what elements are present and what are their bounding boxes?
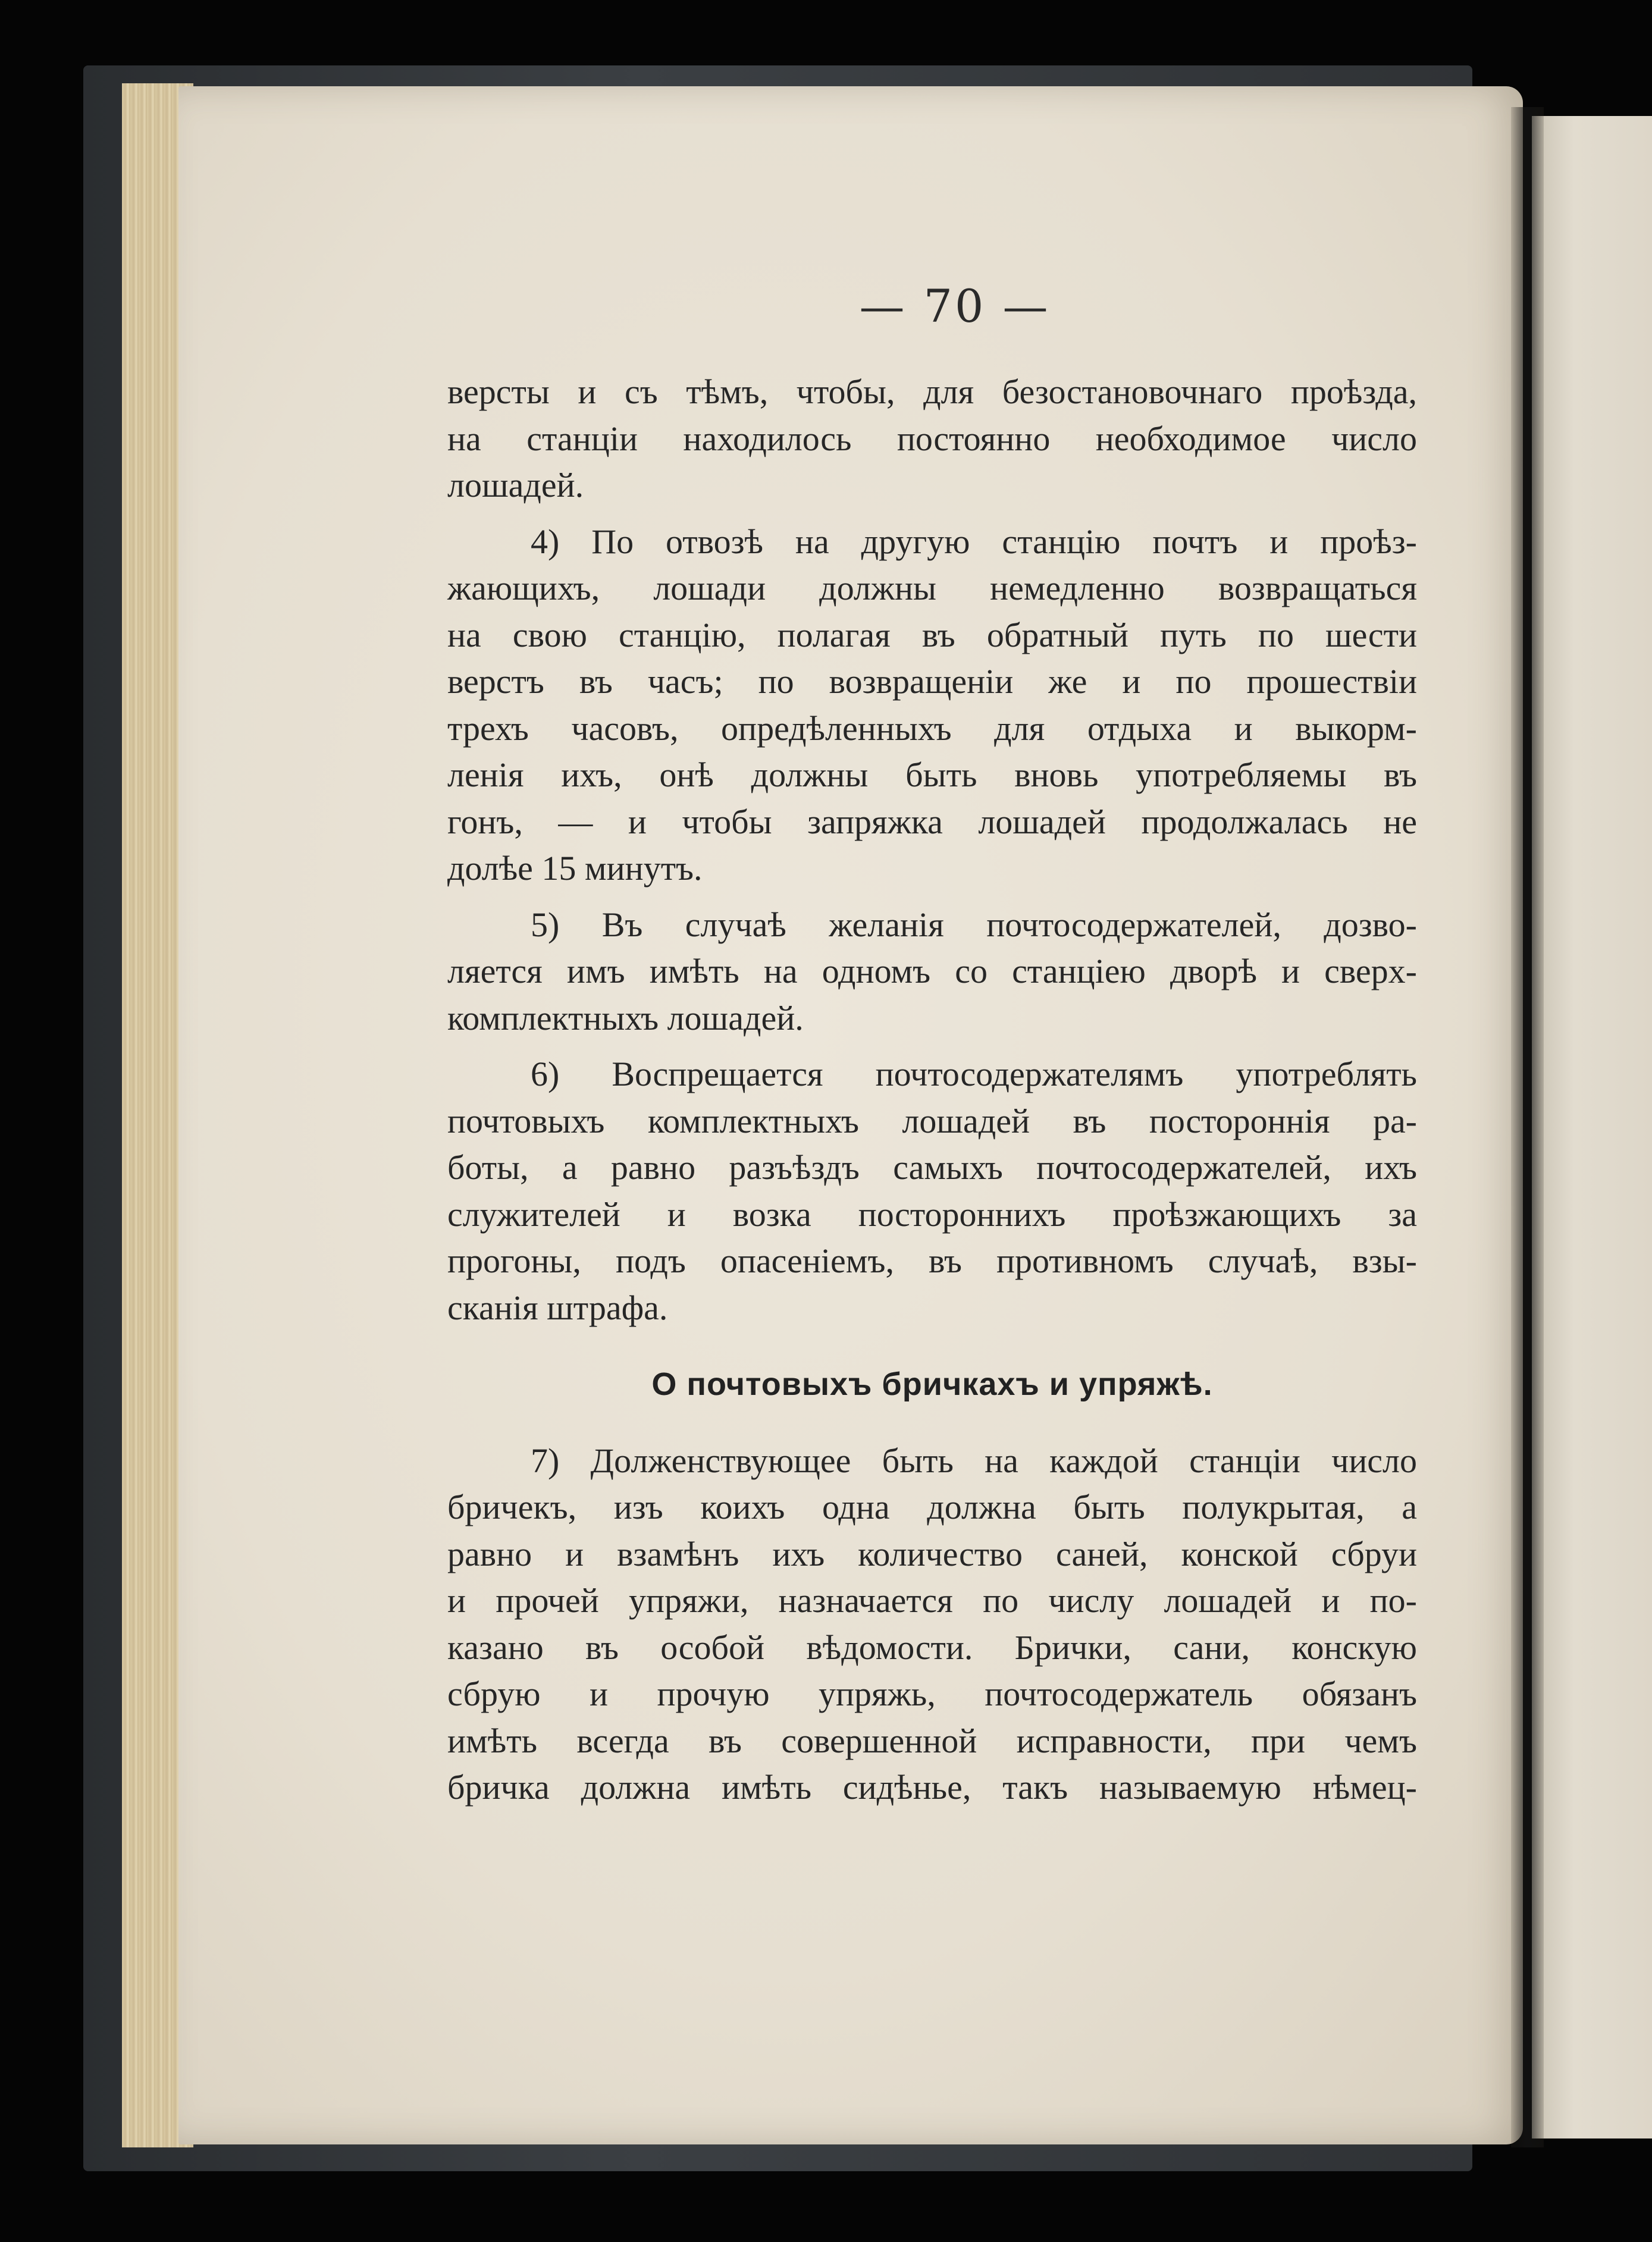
- text-line: 5) Въ случаѣ желанія почтосодержателей, дозво-: [531, 905, 1417, 944]
- text-line: бричка должна имѣть сидѣнье, такъ называемую нѣмец-: [447, 1768, 1417, 1807]
- gutter-shadow: [1511, 107, 1544, 2147]
- text-line: ленія ихъ, онѣ должны быть вновь употребляемы въ: [447, 755, 1417, 794]
- text-line: на свою станцію, полагая въ обратный путь по шести: [447, 615, 1417, 654]
- text-line: и прочей упряжи, назначается по числу лошадей и по-: [447, 1581, 1417, 1620]
- text-line: сканія штрафа.: [447, 1288, 668, 1327]
- text-line: верстъ въ часъ; по возвращеніи же и по прошествіи: [447, 662, 1417, 701]
- text-line: 7) Долженствующее быть на каждой станціи число: [531, 1441, 1417, 1480]
- text-line: имѣть всегда въ совершенной исправности, при чемъ: [447, 1721, 1417, 1760]
- text-line: сбрую и прочую упряжь, почтосодержатель обязанъ: [447, 1675, 1417, 1713]
- section-heading: О почтовыхъ бричкахъ и упряжѣ.: [651, 1366, 1213, 1402]
- text-line: бричекъ, изъ коихъ одна должна быть полукрытая, а: [447, 1488, 1417, 1526]
- text-line: равно и взамѣнъ ихъ количество саней, конской сбруи: [447, 1534, 1417, 1573]
- paragraph-gap: [447, 1042, 1417, 1051]
- text-line: ляется имъ имѣть на одномъ со станціею дворѣ и сверх-: [447, 952, 1417, 990]
- text-line: трехъ часовъ, опредѣленныхъ для отдыха и выкорм-: [447, 708, 1417, 748]
- text-line: жающихъ, лошади должны немедленно возвращаться: [447, 569, 1417, 607]
- text-line: гонъ, — и чтобы запряжка лошадей продолжалась не: [447, 802, 1417, 841]
- facing-page-edge: [1532, 116, 1652, 2138]
- text-line: комплектныхъ лошадей.: [447, 998, 804, 1037]
- paragraph-gap: [447, 892, 1417, 902]
- page-body-text: [447, 369, 1417, 1811]
- text-line: казано въ особой вѣдомости. Брички, сани, конскую: [447, 1628, 1417, 1667]
- text-line: на станціи находилось постоянно необходимое число: [447, 419, 1417, 458]
- text-line: 6) Воспрещается почтосодержателямъ употреблять: [531, 1055, 1417, 1093]
- text-line: служителей и возка постороннихъ проѣзжающихъ за: [447, 1194, 1417, 1234]
- text-line: почтовыхъ комплектныхъ лошадей въ постороннія ра-: [447, 1101, 1417, 1140]
- text-line: долѣе 15 минутъ.: [447, 849, 703, 888]
- text-line: лошадей.: [447, 466, 584, 504]
- paragraph-gap: [447, 509, 1417, 519]
- text-line: версты и съ тѣмъ, чтобы, для безостановочнаго проѣзда,: [447, 372, 1417, 411]
- page-number: — 70 —: [859, 280, 1051, 333]
- text-line: 4) По отвозѣ на другую станцію почтъ и проѣз-: [531, 522, 1417, 561]
- text-line: прогоны, подъ опасеніемъ, въ противномъ случаѣ, взы-: [447, 1241, 1417, 1280]
- text-line: боты, а равно разъѣздъ самыхъ почтосодержателей, ихъ: [447, 1148, 1417, 1187]
